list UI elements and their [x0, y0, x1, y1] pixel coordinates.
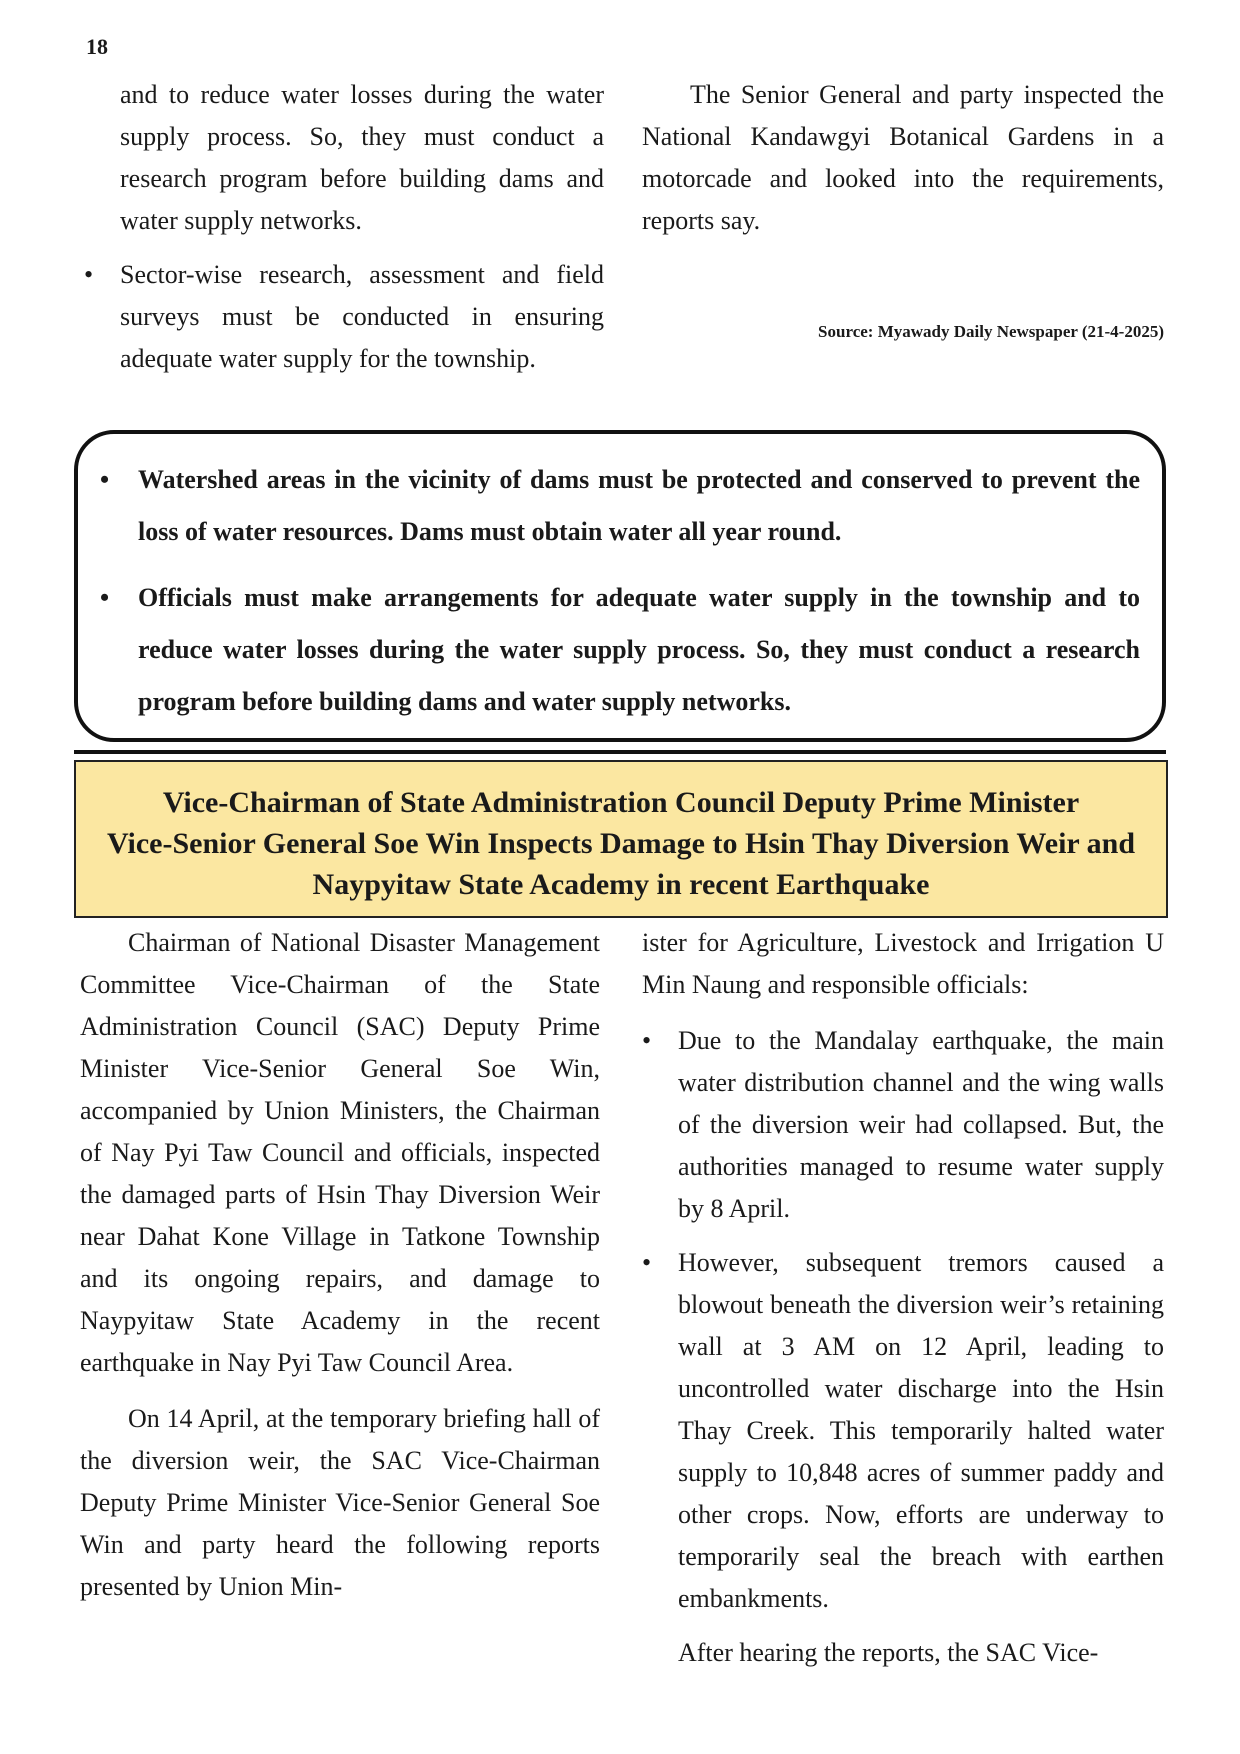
highlight-box: [74, 430, 1166, 742]
closing-paragraph: After hearing the reports, the SAC Vice-: [678, 1638, 1099, 1667]
paragraph: Chairman of National Disaster Management Committee Vice-Chairman of the State Administration Council (SAC) Deputy Prime Minister Vice-Senior General Soe Win, accompanied by Union Ministers, the Chairman of Nay Pyi Taw Council and officials, inspected the damaged parts of Hsin Thay Diversion Weir near Dahat Kone Village in Tatkone Township and its ongoing repairs, and damage to Naypyitaw State Academy in the recent earthquake in Nay Pyi Taw Council Area.: [80, 928, 600, 1377]
list-item: • Watershed areas in the vicinity of dams must be protected and conserved to prevent the loss of water resources. Dams must obtain water all year round.: [100, 454, 1140, 558]
list-item: • Due to the Mandalay earthquake, the main water distribution channel and the wing walls of the diversion weir had collapsed. But, the authorities managed to resume water supply by 8 April.: [642, 1020, 1164, 1230]
section-divider: [74, 750, 1166, 754]
paragraph: The Senior General and party inspected the National Kandawgyi Botanical Gardens in a motorcade and looked into the requirements, reports say.: [642, 80, 1164, 235]
bottom-right-bullet-list: [642, 1020, 1164, 1620]
headline-line: Vice-Chairman of State Administration Council Deputy Prime Minister: [162, 786, 1080, 819]
top-left-column: [84, 74, 604, 392]
bottom-right-column: [642, 922, 1164, 1688]
source-credit: Source: Myawady Daily Newspaper (21-4-2025): [818, 322, 1164, 341]
continued-paragraph: ister for Agriculture, Livestock and Irrigation U Min Naung and responsible officials:: [642, 928, 1164, 999]
headline-line: Naypyitaw State Academy in recent Earthquake: [312, 868, 930, 901]
list-item: • However, subsequent tremors caused a blowout beneath the diversion weir’s retaining wall at 3 AM on 12 April, leading to uncontrolled water discharge into the Hsin Thay Creek. This temporarily halted water supply to 10,848 acres of summer paddy and other crops. Now, efforts are underway to temporarily seal the breach with earthen embankments.: [642, 1242, 1164, 1620]
headline-line: Vice-Senior General Soe Win Inspects Damage to Hsin Thay Diversion Weir and: [106, 827, 1136, 860]
top-right-column: [642, 74, 1164, 256]
bottom-left-column: [80, 922, 600, 1622]
paragraph: On 14 April, at the temporary briefing hall of the diversion weir, the SAC Vice-Chairman Deputy Prime Minister Vice-Senior General Soe Win and party heard the following reports presented by Union Min-: [80, 1404, 600, 1601]
list-item: • Sector-wise research, assessment and field surveys must be conducted in ensuring adequate water supply for the township.: [84, 254, 604, 380]
top-left-bullet-list: [84, 254, 604, 380]
headline-box: [74, 760, 1168, 918]
highlight-bullet-list: [100, 454, 1140, 728]
page-number: 18: [86, 34, 108, 59]
list-item: • Officials must make arrangements for adequate water supply in the township and to reduce water losses during the water supply process. So, they must conduct a research program before building dams and water supply networks.: [100, 572, 1140, 728]
continued-paragraph: and to reduce water losses during the water supply process. So, they must conduct a research program before building dams and water supply networks.: [120, 80, 604, 235]
